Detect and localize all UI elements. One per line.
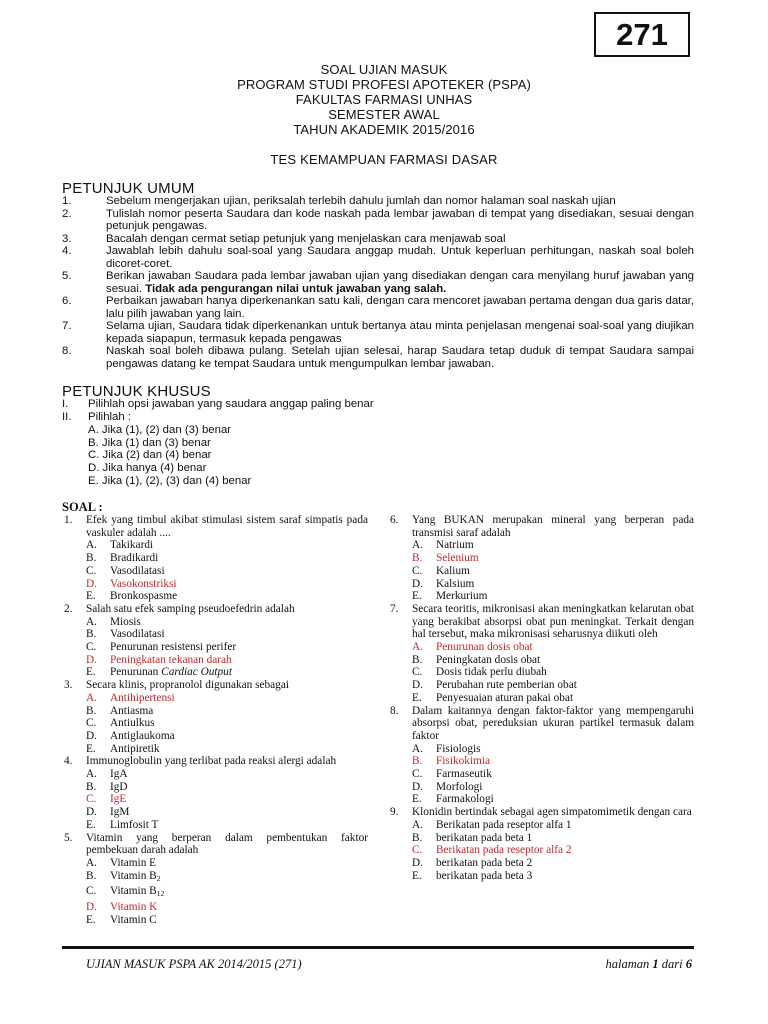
option-letter: B. (86, 780, 97, 793)
petunjuk-khusus-title: PETUNJUK KHUSUS (62, 383, 211, 400)
option-letter: A. (412, 641, 423, 654)
option-letter: C. (86, 564, 97, 577)
option-text: Bradikardi (110, 552, 159, 565)
item-number: 5. (62, 270, 72, 282)
answer-option (412, 539, 694, 552)
option-text: Antipiretik (110, 742, 160, 755)
footer-exam-label: UJIAN MASUK PSPA AK 2014/2015 (271) (86, 957, 302, 971)
answer-option (86, 901, 368, 914)
option-text: Vitamin E (110, 856, 157, 869)
question (62, 679, 368, 755)
option-letter: D. (86, 806, 97, 819)
option-text: Vitamin K (110, 901, 158, 914)
item-number: 1. (62, 195, 72, 207)
questions-left-column (62, 514, 368, 927)
option-text: Morfologi (436, 780, 483, 793)
option-text: Vitamin B (110, 869, 157, 882)
khusus-option: D. Jika hanya (4) benar (88, 462, 207, 475)
answer-option (412, 819, 694, 832)
header-line: FAKULTAS FARMASI UNHAS (295, 92, 473, 107)
item-number: 8. (62, 345, 72, 357)
option-text: Penurunan (110, 666, 159, 679)
option-text: Farmakologi (436, 793, 494, 806)
option-letter: B. (86, 552, 97, 565)
answer-option (86, 793, 368, 806)
option-text: Berikatan pada reseptor alfa 1 (436, 818, 572, 831)
item-number: 3. (62, 232, 72, 245)
option-text: Antiulkus (110, 717, 155, 730)
question-number: 5. (64, 831, 73, 844)
option-letter: E. (86, 818, 96, 831)
option-text: Peningkatan tekanan darah (110, 653, 232, 666)
option-text: Kalium (436, 564, 470, 577)
answer-option (412, 844, 694, 857)
option-letter: C. (412, 564, 423, 577)
option-letter: E. (86, 913, 96, 926)
question-number: 6. (390, 514, 399, 526)
khusus-option: C. Jika (2) dan (4) benar (88, 449, 212, 462)
petunjuk-umum-item (62, 233, 694, 246)
header-line: SOAL UJIAN MASUK (320, 62, 448, 77)
exam-code-box: 271 (594, 12, 690, 57)
question-number: 2. (64, 602, 73, 615)
answer-option (412, 870, 694, 883)
answer-option (86, 552, 368, 565)
petunjuk-khusus-options (88, 424, 251, 488)
petunjuk-umum-item (62, 320, 694, 345)
answer-option (86, 870, 368, 886)
option-text: IgE (110, 793, 127, 806)
option-letter: A. (412, 818, 423, 831)
question (62, 514, 368, 603)
header-line: TAHUN AKADEMIK 2015/2016 (293, 122, 475, 137)
answer-option (86, 641, 368, 654)
footer-page-total: 6 (685, 957, 692, 971)
answer-option (412, 578, 694, 591)
option-letter: A. (86, 615, 97, 628)
item-number: 2. (62, 207, 72, 220)
option-letter: B. (86, 704, 97, 717)
option-text: Berikatan pada reseptor alfa 2 (436, 844, 572, 857)
answer-option (86, 705, 368, 718)
option-letter: C. (86, 641, 97, 654)
item-number: I. (62, 398, 69, 410)
petunjuk-khusus-item (62, 398, 462, 411)
option-letter: B. (412, 552, 423, 565)
question (388, 603, 694, 705)
option-letter: B. (86, 628, 97, 641)
option-text: Vasokonstriksi (110, 577, 177, 590)
option-letter: A. (86, 768, 97, 781)
khusus-option: A. Jika (1), (2) dan (3) benar (88, 424, 232, 436)
petunjuk-umum-title: PETUNJUK UMUM (62, 180, 195, 197)
option-letter: D. (412, 679, 423, 692)
option-letter: E. (412, 691, 422, 704)
petunjuk-umum-item (62, 208, 694, 233)
item-text: Perbaikan jawaban hanya diperkenankan satu kali, dengan cara mencoret jawaban pertama dengan dua garis datar, lalu pilih jawaban yang lain. (106, 295, 694, 320)
option-letter: A. (86, 856, 97, 869)
answer-option (412, 565, 694, 578)
item-text: Jawablah lebih dahulu soal-soal yang Saudara anggap mudah. Untuk keperluan perhitungan, naskah soal boleh dicoret-coret. (106, 245, 694, 270)
option-letter: D. (412, 856, 423, 869)
question (62, 755, 368, 831)
option-letter: C. (86, 793, 97, 806)
question-text: Salah satu efek samping pseudoefedrin adalah (86, 602, 295, 615)
option-text: Vasodilatasi (110, 628, 165, 641)
answer-option (86, 654, 368, 667)
option-letter: A. (412, 539, 423, 552)
option-letter: E. (412, 793, 422, 806)
option-text: Antiasma (110, 704, 154, 717)
question-text: Yang BUKAN merupakan mineral yang berperan pada transmisi saraf adalah (412, 514, 694, 539)
answer-option (86, 885, 368, 901)
footer-page-prefix: halaman (605, 957, 650, 971)
option-letter: D. (412, 780, 423, 793)
document-header (0, 62, 768, 137)
question (388, 514, 694, 603)
test-title: TES KEMAMPUAN FARMASI DASAR (270, 152, 498, 167)
question-text: Secara klinis, propranolol digunakan sebagai (86, 679, 289, 692)
petunjuk-umum-list (62, 195, 694, 370)
option-text: IgD (110, 780, 128, 793)
option-letter: D. (86, 577, 97, 590)
question-text: Dalam kaitannya dengan faktor-faktor yang mempengaruhi absorpsi obat, pereduksian ukuran partikel termasuk dalam faktor (412, 704, 694, 742)
answer-option (412, 793, 694, 806)
option-letter: D. (86, 729, 97, 742)
option-letter: E. (86, 666, 96, 679)
option-text: IgA (110, 768, 128, 781)
answer-option (412, 692, 694, 705)
question (388, 705, 694, 807)
option-letter: C. (412, 844, 423, 857)
soal-title: SOAL : (62, 500, 103, 514)
question (62, 832, 368, 927)
petunjuk-umum-item (62, 270, 694, 295)
answer-option (86, 692, 368, 705)
answer-option (412, 590, 694, 603)
header-line: PROGRAM STUDI PROFESI APOTEKER (PSPA) (237, 77, 531, 92)
question-text: Klonidin bertindak sebagai agen simpatomimetik dengan cara (412, 806, 692, 819)
option-text: Vitamin C (110, 913, 157, 926)
answer-option (412, 781, 694, 794)
answer-option (86, 730, 368, 743)
item-text: Pilihlah opsi jawaban yang saudara anggap paling benar (88, 398, 374, 410)
khusus-option: B. Jika (1) dan (3) benar (88, 436, 211, 449)
option-letter: A. (86, 691, 97, 704)
option-text: Selenium (436, 552, 479, 565)
item-text: Sebelum mengerjakan ujian, periksalah terlebih dahulu jumlah dan nomor halaman soal naskah ujian (106, 195, 616, 207)
petunjuk-khusus-list (62, 398, 462, 423)
answer-option (86, 806, 368, 819)
petunjuk-umum-item (62, 195, 694, 208)
option-text: Penurunan resistensi perifer (110, 641, 237, 654)
item-bold-text: Tidak ada pengurangan nilai untuk jawaban yang salah. (145, 282, 447, 295)
option-letter: C. (86, 717, 97, 730)
option-text: Perubahan rute pemberian obat (436, 679, 577, 692)
answer-option (86, 628, 368, 641)
answer-option (412, 768, 694, 781)
option-text: berikatan pada beta 2 (436, 856, 533, 869)
answer-option (412, 552, 694, 565)
option-letter: D. (86, 653, 97, 666)
option-letter: E. (412, 869, 422, 882)
option-text: Merkurium (436, 590, 488, 603)
option-subscript: 2 (156, 873, 161, 883)
option-letter: D. (412, 577, 423, 590)
answer-option (86, 781, 368, 794)
answer-option (86, 666, 368, 679)
answer-option (412, 755, 694, 768)
option-subscript: 12 (156, 889, 165, 899)
footer-page-indicator (606, 957, 692, 972)
option-letter: A. (86, 539, 97, 552)
answer-option (86, 590, 368, 603)
header-line: SEMESTER AWAL (328, 107, 440, 122)
option-text: Penurunan dosis obat (436, 641, 533, 654)
answer-option (86, 565, 368, 578)
option-text: Farmaseutik (436, 768, 492, 781)
option-letter: D. (86, 901, 97, 914)
item-number: 7. (62, 320, 72, 332)
question-number: 7. (390, 602, 399, 615)
option-text: Fisiologis (436, 742, 481, 755)
option-letter: A. (412, 742, 423, 755)
answer-option (86, 819, 368, 832)
question-number: 9. (390, 806, 399, 819)
item-text: Selama ujian, Saudara tidak diperkenankan untuk bertanya atau minta penjelasan mengenai soal-soal yang diujikan kepada siapapun, termasuk kepada pengawas (106, 320, 694, 345)
question-text: Vitamin yang berperan dalam pembentukan faktor pembekuan darah adalah (86, 831, 368, 857)
question (62, 603, 368, 679)
question-number: 4. (64, 755, 73, 768)
item-text: Tulislah nomor peserta Saudara dan kode naskah pada lembar jawaban di tempat yang disediakan, sesuai dengan petunjuk pengawas. (106, 207, 694, 232)
answer-option (86, 768, 368, 781)
answer-option (86, 914, 368, 927)
option-text: Kalsium (436, 577, 475, 590)
option-letter: C. (412, 666, 423, 679)
answer-option (412, 743, 694, 756)
item-text: Berikan jawaban Saudara pada lembar jawaban ujian yang disediakan dengan cara menyilang huruf jawaban yang sesuai. (106, 270, 694, 295)
option-text: Vitamin B (110, 885, 157, 898)
option-text: Penyesuaian aturan pakai obat (436, 691, 574, 704)
question-number: 1. (64, 514, 73, 526)
petunjuk-umum-item (62, 295, 694, 320)
answer-option (86, 717, 368, 730)
option-letter: E. (86, 742, 96, 755)
option-text: berikatan pada beta 3 (436, 869, 533, 882)
item-text: Pilihlah : (88, 410, 132, 423)
question-text: Immunoglobulin yang terlibat pada reaksi alergi adalah (86, 755, 337, 768)
option-italic-text: Cardiac Output (161, 666, 232, 679)
question-number: 8. (390, 704, 399, 717)
item-number: II. (62, 410, 72, 423)
item-text: Naskah soal boleh dibawa pulang. Setelah ujian selesai, harap Saudara tetap duduk di tempat Saudara sampai pengawas datang ke tempat Saudara untuk mengumpulkan lembar jawaban. (106, 345, 694, 370)
question-text: Secara teoritis, mikronisasi akan meningkatkan kelarutan obat yang berakibat absorpsi obat pun meningkat. Terkait dengan hal tersebut, maka mikronisasi seharusnya diikuti oleh (412, 602, 694, 641)
item-number: 4. (62, 245, 72, 257)
option-text: Limfosit T (110, 818, 159, 831)
option-letter: C. (86, 885, 97, 898)
option-text: Antihipertensi (110, 691, 175, 704)
questions-right-column (388, 514, 694, 882)
answer-option (412, 857, 694, 870)
answer-option (412, 641, 694, 654)
item-text: Bacalah dengan cermat setiap petunjuk yang menjelaskan cara menjawab soal (106, 232, 506, 245)
option-text: IgM (110, 806, 130, 819)
option-letter: E. (412, 590, 422, 603)
option-text: Peningkatan dosis obat (436, 653, 541, 666)
question-number: 3. (64, 679, 73, 692)
option-letter: B. (412, 755, 423, 768)
answer-option (412, 666, 694, 679)
option-letter: C. (412, 768, 423, 781)
option-letter: E. (86, 590, 96, 603)
option-text: Fisikokimia (436, 755, 490, 768)
footer-rule (62, 946, 694, 949)
question (388, 806, 694, 882)
answer-option (86, 857, 368, 870)
answer-option (86, 743, 368, 756)
option-text: Bronkospasme (110, 590, 178, 603)
petunjuk-umum-item (62, 245, 694, 270)
answer-option (412, 832, 694, 845)
option-letter: B. (412, 831, 423, 844)
answer-option (86, 539, 368, 552)
option-letter: B. (412, 653, 423, 666)
question-text: Efek yang timbul akibat stimulasi sistem saraf simpatis pada vaskuler adalah .... (86, 514, 368, 539)
answer-option (86, 616, 368, 629)
answer-option (86, 578, 368, 591)
option-text: Natrium (436, 539, 474, 552)
option-text: Miosis (110, 615, 141, 628)
option-text: berikatan pada beta 1 (436, 831, 533, 844)
option-text: Vasodilatasi (110, 564, 165, 577)
footer-page-number: 1 (652, 957, 659, 971)
option-text: Antiglaukoma (110, 729, 175, 742)
option-text: Dosis tidak perlu diubah (436, 666, 547, 679)
item-number: 6. (62, 295, 72, 307)
answer-option (412, 679, 694, 692)
khusus-option: E. Jika (1), (2), (3) dan (4) benar (88, 474, 252, 487)
answer-option (412, 654, 694, 667)
option-letter: B. (86, 869, 97, 882)
footer-page-mid: dari (661, 957, 683, 971)
petunjuk-umum-item (62, 345, 694, 370)
petunjuk-khusus-item (62, 411, 462, 424)
option-text: Takikardi (110, 539, 154, 552)
